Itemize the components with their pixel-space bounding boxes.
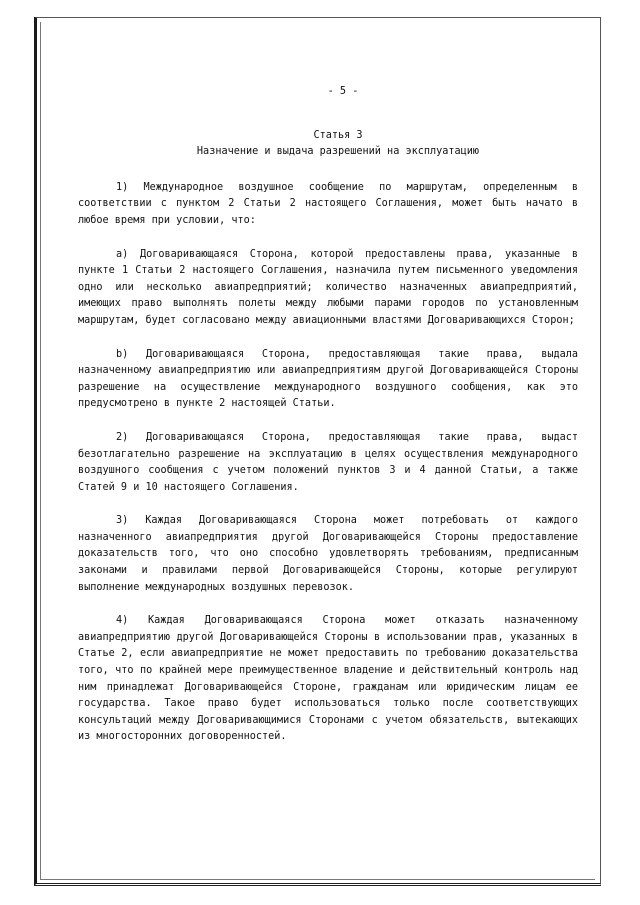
document-body	[78, 84, 578, 763]
paragraph-2: 2) Договаривающаяся Сторона, предоставляющая такие права, выдаст безотлагательно разрешение на эксплуатацию в целях осуществления международного воздушного сообщения с учетом положений пунктов 3 и 4 данной Статьи, а также Статей 9 и 10 настоящего Соглашения.	[78, 431, 578, 493]
paragraph-1b: b) Договаривающаяся Сторона, предоставляющая такие права, выдала назначенному авиапредприятию или авиапредприятиям другой Договаривающейся Стороны разрешение на осуществление международного воздушного сообщения, как это предусмотрено в пункте 2 настоящей Статьи.	[78, 348, 578, 410]
paragraph-1a: a) Договаривающаяся Сторона, которой предоставлены права, указанные в пункте 1 Статьи 2 настоящего Соглашения, назначила путем письменного уведомления одно или несколько авиапредприятий; количество назначенных авиапредприятий, имеющих право выполнять полеты между любыми парами городов по установленным маршрутам, будет согласовано между авиационными властями Договаривающихся Сторон;	[78, 248, 578, 326]
page-number: - 5 -	[327, 86, 359, 97]
article-number: Статья 3	[313, 129, 363, 141]
paragraph-1: 1) Международное воздушное сообщение по маршрутам, определенным в соответствии с пунктом 2 Статьи 2 настоящего Соглашения, может быть начато в любое время при условии, что:	[78, 181, 578, 226]
article-title: Назначение и выдача разрешений на эксплуатацию	[196, 146, 480, 158]
paragraph-3: 3) Каждая Договаривающаяся Сторона может потребовать от каждого назначенного авиапредприятия другой Договаривающейся Стороны предоставление доказательств того, что оно способно удовлетворять требованиям, предписанным законами и правилами первой Договаривающейся Стороны, которые регулируют выполнение международных воздушных перевозок.	[78, 515, 578, 593]
paragraph-4: 4) Каждая Договаривающаяся Сторона может отказать назначенному авиапредприятию другой Договаривающейся Стороны в использовании прав, указанных в Статье 2, если авиапредприятие не может предоставить по требованию доказательства того, что по крайней мере преимущественное владение и действительный контроль над ним принадлежат Договаривающейся Стороне, гражданам или юридическим лицам ее государства. Такое право будет использоваться только после соответствующих консультаций между Договаривающимися Сторонами с учетом обязательств, вытекающих из многосторонних договоренностей.	[78, 615, 578, 743]
